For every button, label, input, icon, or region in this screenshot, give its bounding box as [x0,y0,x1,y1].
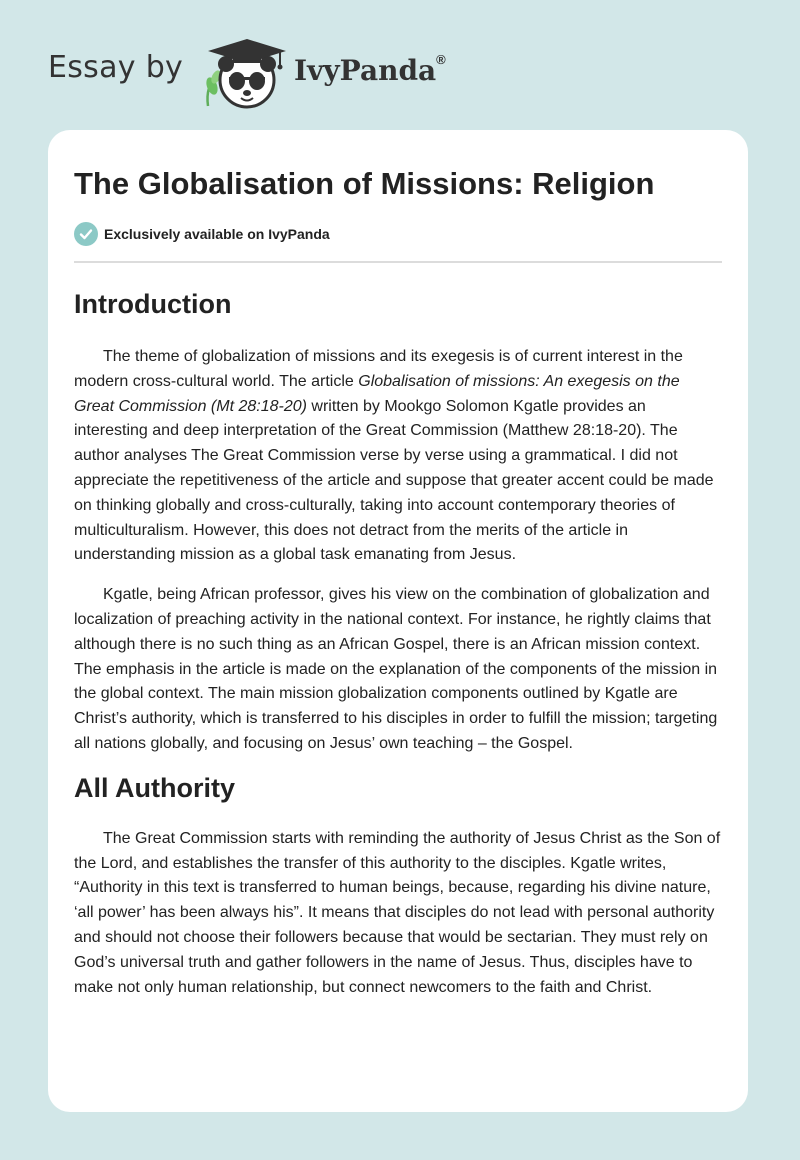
panda-logo-icon[interactable] [200,36,292,110]
essay-card [48,130,748,1112]
site-header [0,0,800,130]
brand-name[interactable]: IvyPanda® [294,51,446,87]
title-divider [74,261,722,263]
article-title-italic: Globalisation of missions: An exegesis on the Great Commission (Mt 28:18-20) [74,372,680,415]
paragraph: The Great Commission starts with reminding the authority of Jesus Christ as the Son of the Lord, and establishes the transfer of this authority to the disciples. Kgatle writes, “Authority in this text is transferred to human beings, because, regarding his divine nature, ‘all power’ has been always his”. It means that disciples do not lead with personal authority and should not choose their followers because that would be sectarian. They must rely on God’s universal truth and gather followers in the name of Jesus. Thus, disciples have to make not only human relationship, but connect newcomers to the faith and Christ. [74,829,721,996]
essay-by-label: Essay by [48,50,184,85]
page-title: The Globalisation of Missions: Religion [74,166,655,201]
paragraph: Kgatle, being African professor, gives his view on the combination of globalization and localization of preaching activity in the national context. For instance, he rightly claims that although there is no such thing as an African Gospel, there is an African mission context. The emphasis in the article is made on the explanation of the components of the mission in the global context. The main mission globalization components outlined by Kgatle are Christ’s authority, which is transferred to his disciples in order to fulfill the mission; targeting all nations globally, and focusing on Jesus’ own teaching – the Gospel. [74,586,718,752]
section-heading-introduction: Introduction [74,289,232,319]
paragraph: The theme of globalization of missions and its exegesis is of current interest in the modern cross-cultural world. The article Globalisation of missions: An exegesis on the Great Commission (Mt 28:18-20) written by Mookgo Solomon Kgatle provides an interesting and deep interpretation of the Great Commission (Matthew 28:18-20). The author analyses The Great Commission verse by verse using a grammatical. I did not appreciate the repetitiveness of the article and suppose that greater accent could be made on thinking globally and cross-culturally, taking into account contemporary theories of multiculturalism. However, this does not detract from the merits of the article in understanding mission as a global task emanating from Jesus. [74,348,714,564]
check-icon [74,222,98,246]
trademark-mark: ® [436,51,446,67]
exclusive-label: Exclusively available on IvyPanda [104,226,330,242]
exclusive-badge [74,221,722,247]
section-heading-all-authority: All Authority [74,772,235,803]
